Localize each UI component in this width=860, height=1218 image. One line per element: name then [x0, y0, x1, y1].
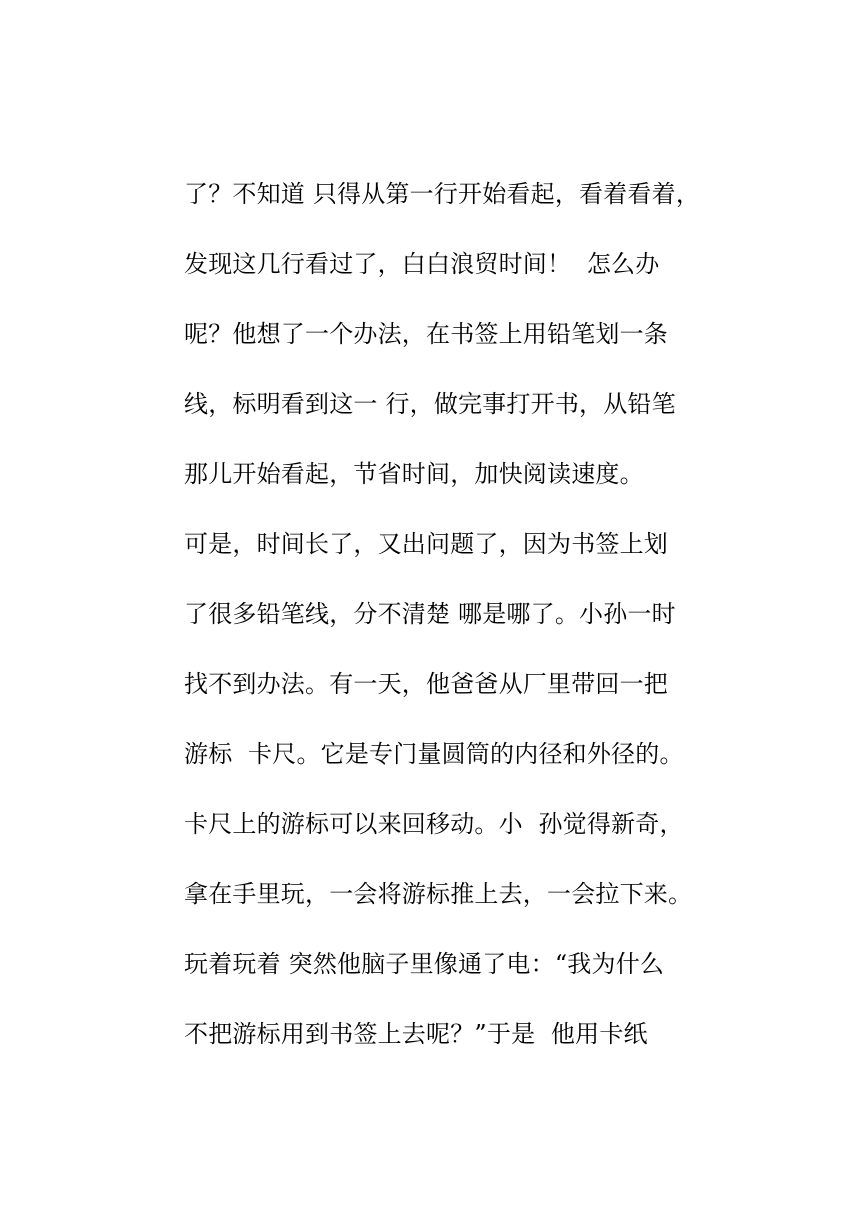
text-line: 不把游标用到书签上去呢？”于是 他用卡纸 [184, 1020, 648, 1048]
text-line: 那儿开始看起，节省时间，加快阅读速度。 [184, 460, 644, 488]
text-line: 了很多铅笔线，分不清楚 哪是哪了。小孙一时 [184, 600, 676, 628]
text-line: 卡尺上的游标可以来回移动。小 孙觉得新奇， [184, 810, 684, 838]
text-line: 呢？他想了一个办法，在书签上用铅笔划一条 [184, 320, 668, 348]
text-line: 发现这几行看过了，白白浪贸时间！ 怎么办 [184, 250, 660, 278]
text-line: 可是，时间长了，又出问题了，因为书签上划 [184, 530, 668, 558]
text-line: 了？不知道 只得从第一行开始看起，看着看着， [184, 180, 701, 208]
text-line: 玩着玩着 突然他脑子里像通了电：“我为什么 [184, 950, 665, 978]
body-text [184, 168, 704, 1078]
text-line: 线，标明看到这一 行，做完事打开书，从铅笔 [184, 390, 676, 418]
text-line: 拿在手里玩，一会将游标推上去，一会拉下来。 [184, 880, 693, 908]
text-line: 游标 卡尺。它是专门量圆筒的内径和外径的。 [184, 740, 684, 768]
text-line: 找不到办法。有一天，他爸爸从厂里带回一把 [184, 670, 668, 698]
